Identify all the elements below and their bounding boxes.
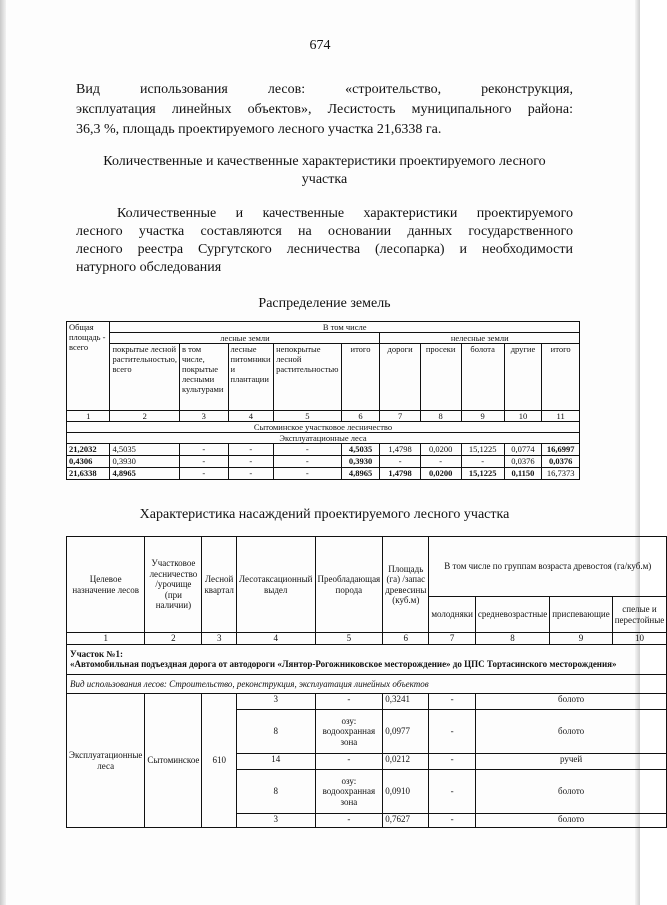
stand-forestry-cell: Сытоминское bbox=[145, 694, 202, 828]
land-cell: 15,1225 bbox=[461, 444, 504, 456]
stand-header-forestry: Участковое лесничество /урочище (при наличии) bbox=[145, 537, 202, 633]
para2-line3: лесного реестра Сургутского лесничества (лесопарка) и необходимости bbox=[76, 242, 573, 257]
stand-vydel-cell: 8 bbox=[236, 710, 315, 754]
stand-note-cell: ручей bbox=[475, 754, 666, 770]
land-cell: - bbox=[274, 456, 341, 468]
stand-col-number: 9 bbox=[550, 633, 613, 645]
land-cell: - bbox=[228, 468, 274, 480]
stand-purpose-cell: Эксплуатационные леса bbox=[67, 694, 145, 828]
land-header-nonforest: нелесные земли bbox=[380, 333, 580, 344]
land-cell: - bbox=[420, 456, 461, 468]
land-sub-header: дороги bbox=[380, 344, 420, 411]
heading-land-distribution: Распределение земель bbox=[258, 296, 391, 311]
stand-plot-title: Участок №1: bbox=[70, 648, 123, 659]
land-cell: 4,5035 bbox=[110, 444, 180, 456]
stand-plot-row bbox=[67, 644, 667, 674]
stand-header-young: молодняки bbox=[429, 597, 476, 633]
stand-area-cell: 0,3241 bbox=[383, 694, 429, 710]
stand-young-cell: - bbox=[429, 814, 476, 828]
stand-area-cell: 0,0212 bbox=[383, 754, 429, 770]
land-sub-header: болота bbox=[461, 344, 504, 411]
land-cell: 0,4306 bbox=[67, 456, 110, 468]
land-sub-header: просеки bbox=[420, 344, 461, 411]
land-section-category: Эксплуатационные леса bbox=[67, 433, 580, 444]
stand-usage-row: Вид использования лесов: Строительство, реконструкция, эксплуатация линейных объектов bbox=[67, 674, 667, 694]
land-header-forest: лесные земли bbox=[110, 333, 380, 344]
page-number: 674 bbox=[309, 38, 331, 53]
land-col-number: 2 bbox=[110, 411, 180, 422]
stand-header-maturing: приспевающие bbox=[550, 597, 613, 633]
land-header-total: Общая площадь - всего bbox=[67, 322, 110, 411]
stand-col-number: 6 bbox=[383, 633, 429, 645]
land-col-number: 9 bbox=[461, 411, 504, 422]
heading1-line1: Количественные и качественные характеристики проектируемого лесного bbox=[103, 154, 546, 169]
stand-area-cell: 0,0910 bbox=[383, 770, 429, 814]
land-cell: - bbox=[380, 456, 420, 468]
land-cell: - bbox=[461, 456, 504, 468]
land-col-number: 11 bbox=[542, 411, 580, 422]
para1-line1: Вид использования лесов: «строительство, реконструкция, bbox=[76, 82, 573, 97]
stand-young-cell: - bbox=[429, 710, 476, 754]
stand-header-quarter: Лесной квартал bbox=[202, 537, 237, 633]
land-cell: 0,0200 bbox=[420, 468, 461, 480]
stand-col-number: 1 bbox=[67, 633, 145, 645]
scan-edge-left bbox=[0, 0, 6, 905]
land-cell: 0,0376 bbox=[504, 456, 542, 468]
stand-vydel-cell: 14 bbox=[236, 754, 315, 770]
land-col-number: 8 bbox=[420, 411, 461, 422]
land-cell: 21,6338 bbox=[67, 468, 110, 480]
stand-col-number: 3 bbox=[202, 633, 237, 645]
land-sub-header: итого bbox=[542, 344, 580, 411]
land-cell: - bbox=[228, 444, 274, 456]
heading1-line2: участка bbox=[301, 172, 348, 187]
land-cell: 16,7373 bbox=[542, 468, 580, 480]
stand-note-cell: болото bbox=[475, 694, 666, 710]
stand-plot-description: «Автомобильная подъездная дорога от автодороги «Лянтор-Рогожниковское месторождение» до ЦПС Тортасинского месторождения» bbox=[70, 659, 617, 669]
land-cell: 21,2032 bbox=[67, 444, 110, 456]
land-distribution-table bbox=[66, 321, 580, 480]
land-section-forestry: Сытоминское участковое лесничество bbox=[67, 422, 580, 433]
land-cell: 15,1225 bbox=[461, 468, 504, 480]
land-cell: 16,6997 bbox=[542, 444, 580, 456]
stand-header-mature: спелые и перестойные bbox=[612, 597, 667, 633]
stand-characteristics-table bbox=[66, 536, 667, 828]
land-sub-header: итого bbox=[341, 344, 380, 411]
stand-header-middle-aged: средневозрастные bbox=[475, 597, 549, 633]
land-col-number: 5 bbox=[274, 411, 341, 422]
stand-note-cell: болото bbox=[475, 814, 666, 828]
land-col-number: 6 bbox=[341, 411, 380, 422]
land-cell: - bbox=[179, 444, 228, 456]
stand-note-cell: болото bbox=[475, 770, 666, 814]
para2-line2: лесного участка составляются на основании данных государственного bbox=[76, 224, 573, 239]
land-cell: 0,0200 bbox=[420, 444, 461, 456]
stand-species-cell: озу: водоохранная зона bbox=[315, 710, 383, 754]
stand-col-number: 10 bbox=[612, 633, 667, 645]
stand-young-cell: - bbox=[429, 770, 476, 814]
land-cell: 4,8965 bbox=[110, 468, 180, 480]
land-cell: 1,4798 bbox=[380, 468, 420, 480]
stand-note-cell: болото bbox=[475, 710, 666, 754]
stand-header-purpose: Целевое назначение лесов bbox=[67, 537, 145, 633]
land-col-number: 7 bbox=[380, 411, 420, 422]
land-sub-header: непокрытые лесной растительностью bbox=[274, 344, 341, 411]
heading-stand-characteristics: Характеристика насаждений проектируемого лесного участка bbox=[139, 507, 510, 522]
stand-vydel-cell: 3 bbox=[236, 814, 315, 828]
stand-species-cell: - bbox=[315, 754, 383, 770]
stand-area-cell: 0,0977 bbox=[383, 710, 429, 754]
para2-line4: натурного обследования bbox=[76, 260, 222, 275]
land-cell: - bbox=[274, 444, 341, 456]
land-cell: 0,3930 bbox=[110, 456, 180, 468]
land-cell: 0,1150 bbox=[504, 468, 542, 480]
land-cell: - bbox=[179, 456, 228, 468]
para1-line2: эксплуатация линейных объектов», Лесистость муниципального района: bbox=[76, 102, 573, 117]
stand-col-number: 4 bbox=[236, 633, 315, 645]
land-header-including: В том числе bbox=[110, 322, 580, 333]
stand-header-age-groups: В том числе по группам возраста древостоя (га/куб.м) bbox=[429, 537, 667, 597]
stand-young-cell: - bbox=[429, 754, 476, 770]
para2-line1: Количественные и качественные характеристики проектируемого bbox=[117, 206, 573, 221]
land-cell: - bbox=[274, 468, 341, 480]
stand-col-number: 7 bbox=[429, 633, 476, 645]
land-cell: 4,5035 bbox=[341, 444, 380, 456]
land-sub-header: покрытые лесной растительностью, всего bbox=[110, 344, 180, 411]
stand-vydel-cell: 3 bbox=[236, 694, 315, 710]
stand-vydel-cell: 8 bbox=[236, 770, 315, 814]
stand-area-cell: 0,7627 bbox=[383, 814, 429, 828]
stand-col-number: 5 bbox=[315, 633, 383, 645]
stand-species-cell: - bbox=[315, 814, 383, 828]
stand-col-number: 2 bbox=[145, 633, 202, 645]
land-cell: 0,3930 bbox=[341, 456, 380, 468]
stand-species-cell: - bbox=[315, 694, 383, 710]
land-cell: 0,0376 bbox=[542, 456, 580, 468]
land-sub-header: в том числе, покрытые лесными культурами bbox=[179, 344, 228, 411]
land-col-number: 3 bbox=[179, 411, 228, 422]
land-cell: 1,4798 bbox=[380, 444, 420, 456]
land-sub-header: лесные питомники и плантации bbox=[228, 344, 274, 411]
stand-quarter-cell: 610 bbox=[202, 694, 237, 828]
stand-young-cell: - bbox=[429, 694, 476, 710]
land-sub-header: другие bbox=[504, 344, 542, 411]
stand-species-cell: озу: водоохранная зона bbox=[315, 770, 383, 814]
land-cell: - bbox=[228, 456, 274, 468]
para1-line3: 36,3 %, площадь проектируемого лесного участка 21,6338 га. bbox=[76, 122, 442, 137]
land-cell: 4,8965 bbox=[341, 468, 380, 480]
land-col-number: 10 bbox=[504, 411, 542, 422]
land-cell: - bbox=[179, 468, 228, 480]
land-cell: 0,0774 bbox=[504, 444, 542, 456]
stand-header-vydel: Лесотаксационный выдел bbox=[236, 537, 315, 633]
stand-header-area: Площадь (га) /запас древесины (куб.м) bbox=[383, 537, 429, 633]
stand-col-number: 8 bbox=[475, 633, 549, 645]
land-col-number: 4 bbox=[228, 411, 274, 422]
land-col-number: 1 bbox=[67, 411, 110, 422]
stand-header-species: Преобладающая порода bbox=[315, 537, 383, 633]
